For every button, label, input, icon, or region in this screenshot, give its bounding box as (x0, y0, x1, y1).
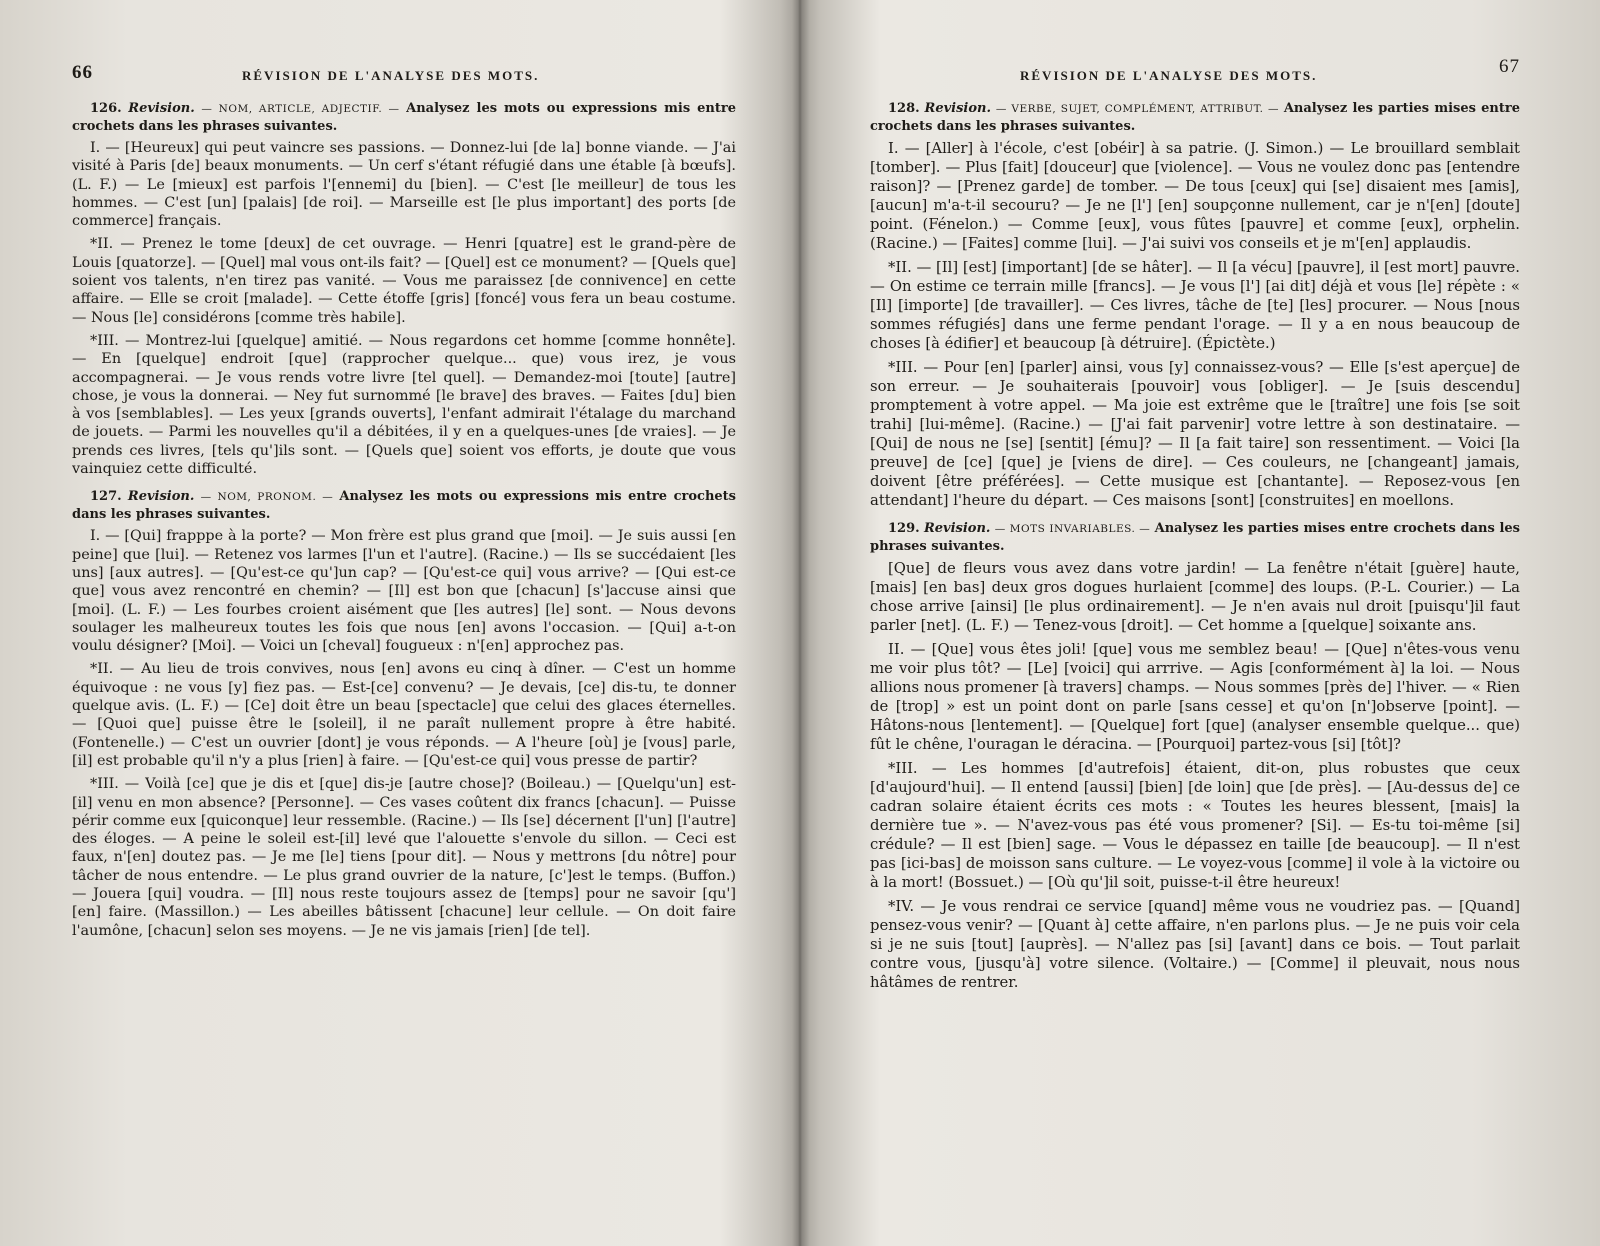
exercise-category: — VERBE, SUJET, COMPLÉMENT, ATTRIBUT. — (995, 103, 1279, 115)
exercise-paragraph: [Que] de fleurs vous avez dans votre jardin! — La fenêtre n'était [guère] haute, [mais] [en bas] deux gros dogues hurlaient [comme] des loups. (P.-L. Courier.) — La chose arrive [ainsi] [le plus ordinairement]. — Je n'en avais nul droit [puisqu']il faut parler [net]. (L. F.) — Tenez-vous [droit]. — Cet homme a [quelque] soixante ans. (870, 560, 1520, 634)
exercise-heading (870, 100, 1520, 135)
exercise-number: 129. (888, 521, 920, 536)
exercise-paragraph: *II. — Prenez le tome [deux] de cet ouvrage. — Henri [quatre] est le grand-père de Louis [quatorze]. — [Quel] mal vous ont-ils fait? — [Quel] est ce monument? — [Quels que] soient vos talents, n'en tirez pas vanité. — Vous me paraissez [de connivence] en cette affaire. — Elle se croit [malade]. — Cette étoffe [gris] [foncé] vous fera un beau costume. — Nous [le] considérons [comme très habile]. (72, 236, 736, 326)
exercise-heading (72, 100, 736, 135)
right-page (870, 0, 1520, 1246)
exercise-category: — MOTS INVARIABLES. — (994, 523, 1151, 535)
exercise-paragraph: *III. — Voilà [ce] que je dis et [que] dis-je [autre chose]? (Boileau.) — [Quelqu'un] est-[il] venu en mon absence? [Personne]. — Ces vases coûtent dix francs [chacun]. — Puisse périr comme eux [quiconque] leur ressemble. (Racine.) — Ils [se] décernent [l'un] [l'autre] des éloges. — A peine le soleil est-[il] levé que l'alouette s'envole du sillon. — Ceci est faux, n'[en] doutez pas. — Je me [le] tiens [pour dit]. — Nous y mettrons [du nôtre] pour tâcher de nous entendre. — Le plus grand ouvrier de la nature, [c']est le temps. (Buffon.) — Jouera [qui] voudra. — [Il] nous reste toujours assez de [temps] pour ne savoir [qu'] [en] faire. (Massillon.) — Les abeilles bâtissent [chacune] leur cellule. — On doit faire l'aumône, [chacun] selon ses moyens. — Je ne vis jamais [rien] [de tel]. (72, 776, 736, 939)
exercise-category: — NOM, PRONOM. — (200, 491, 334, 504)
exercise-paragraph: *III. — Montrez-lui [quelque] amitié. — Nous regardons cet homme [comme honnête]. — En [quelque] endroit [que] (rapprocher quelque... que) vous irez, je vous accompagnerai. — Je vous rends votre livre [tel quel]. — Demandez-moi [toute] [autre] chose, je vous la donnerai. — Ney fut surnommé [le brave] des braves. — Faites [du] bien à vos [semblables]. — Les yeux [grands ouverts], l'enfant admirait l'étalage du marchand de jouets. — Parmi les nouvelles qu'il a débitées, il y en a quelques-unes [de vraies]. — Je prends ces livres, [tels qu']ils sont. — [Quels que] soient vos efforts, je doute que vous vainquiez cette difficulté. (72, 332, 736, 478)
running-head-title: RÉVISION DE L'ANALYSE DES MOTS. (242, 68, 540, 83)
exercise-instruction: Analysez les mots ou expressions mis entre crochets dans les phrases suivantes. (72, 101, 736, 134)
exercise-heading (72, 488, 736, 523)
exercise-paragraph: *III. — Les hommes [d'autrefois] étaient, dit-on, plus robustes que ceux [d'aujourd'hui]. — Il entend [aussi] [bien] [de loin] que [de près]. — [Au-dessus de] ce cadran solaire étaient écrits ces mots : « Toutes les heures blessent, [mais] la dernière tue ». — N'avez-vous pas été vous promener? [Si]. — Es-tu toi-même [si] crédule? — Il est [bien] sage. — Vous le dépassez en taille [de beaucoup]. — Il n'est pas [ici-bas] de moisson sans culture. — Le voyez-vous [comme] il vole à la victoire ou à la mort! (Bossuet.) — [Où qu']il soit, puisse-t-il être heureux! (870, 760, 1520, 891)
exercise-126 (72, 100, 736, 478)
exercise-number: 126. (90, 101, 122, 116)
exercise-paragraph: I. — [Heureux] qui peut vaincre ses passions. — Donnez-lui [de la] bonne viande. — J'ai visité à Paris [de] beaux monuments. — Un cerf s'étant réfugié dans une étable [à bœufs]. (L. F.) — Le [mieux] est parfois l'[ennemi] du [bien]. — C'est [le meilleur] de tous les hommes. — C'est [un] [palais] [de roi]. — Marseille est [le plus important] des ports [de commerce] français. (72, 140, 736, 230)
exercise-paragraph: *III. — Pour [en] [parler] ainsi, vous [y] connaissez-vous? — Elle [s'est aperçue] de son erreur. — Je souhaiterais [pouvoir] vous [obliger]. — Je [suis descendu] promptement à votre appel. — Ma joie est extrême que le [traître] une fois [se soit trahi] [lui-même]. (Racine.) — [J'ai fait parvenir] votre lettre à son destinataire. — [Qui] de nous ne [se] [sentit] [ému]? — Il [a fait taire] son ressentiment. — Voici [la preuve] de [ce] [que] je [viens de dire]. — Ces couleurs, ne [changeant] jamais, doivent [être préférées]. — Cette musique est [chantante]. — Reposez-vous [en attendant] l'heure du départ. — Ces maisons [sont] [construites] en moellons. (870, 359, 1520, 509)
exercise-paragraph: I. — [Qui] frapppe à la porte? — Mon frère est plus grand que [moi]. — Je suis aussi [en peine] que [lui]. — Retenez vos larmes [l'un et l'autre]. (Racine.) — Ils se succédaient [les uns] [aux autres]. — [Qu'est-ce qu']un cap? — [Qu'est-ce qui] vous arrive? — [Qui est-ce que] vous avez rencontré en chemin? — [Il] est bon que [chacun] [s']accuse ainsi que [moi]. (L. F.) — Les fourbes croient aisément que [les autres] [le] sont. — Nous devons soulager les malheureux toutes les fois que nous [en] avons l'occasion. — [Qui] a-t-on voulu désigner? [Moi]. — Voici un [cheval] fougueux : n'[en] approchez pas. (72, 528, 736, 655)
running-head-title: RÉVISION DE L'ANALYSE DES MOTS. (1020, 68, 1318, 83)
exercise-paragraph: *IV. — Je vous rendrai ce service [quand] même vous ne voudriez pas. — [Quand] pensez-vous venir? — [Quant à] cette affaire, n'en parlons plus. — Je ne puis voir cela si je ne suis [tout] [auprès]. — N'allez pas [si] [avant] dans ce bois. — Tout parlait contre vous, [jusqu'à] votre silence. (Voltaire.) — [Comme] il pleuvait, nous nous hâtâmes de rentrer. (870, 898, 1520, 991)
exercise-title: Revision. (128, 101, 195, 116)
right-running-head (870, 56, 1520, 100)
exercise-title: Revision. (127, 489, 195, 505)
page-number: 67 (1499, 56, 1520, 77)
exercise-127 (72, 488, 736, 940)
book-gutter (780, 0, 820, 1246)
exercise-heading (870, 520, 1520, 555)
exercise-instruction: Analysez les parties mises entre crochets dans les phrases suivantes. (870, 521, 1520, 554)
exercise-instruction: Analysez les mots ou expressions mis entre crochets dans les phrases suivantes. (72, 489, 736, 523)
exercise-title: Revision. (924, 101, 991, 116)
exercise-instruction: Analysez les parties mises entre crochets dans les phrases suivantes. (870, 101, 1520, 134)
exercise-category: — NOM, ARTICLE, ADJECTIF. — (201, 103, 400, 115)
exercise-128 (870, 100, 1520, 510)
exercise-paragraph: *II. — [Il] [est] [important] [de se hâter]. — Il [a vécu] [pauvre], il [est mort] pauvre. — On estime ce terrain mille [francs]. — Je vous [l'] [ai dit] déjà et vous [le] répète : « [Il] [importe] [de travailler]. — Ces livres, tâche de [te] [les] procurer. — Nous [nous sommes réfugiés] dans une ferme pendant l'orage. — Il y a en nous beaucoup de choses [à édifier] et beaucoup [à détruire]. (Épictète.) (870, 259, 1520, 352)
left-page (72, 0, 736, 1246)
left-running-head (72, 56, 736, 100)
exercise-paragraph: I. — [Aller] à l'école, c'est [obéir] à sa patrie. (J. Simon.) — Le brouillard semblait [tomber]. — Plus [fait] [douceur] que [violence]. — Vous ne voulez donc pas [entendre raison]? — [Prenez garde] de tomber. — De tous [ceux] qui [se] disaient mes [amis], [aucun] m'a-t-il secouru? — Je ne [l'] [en] soupçonne nullement, car je n'[en] [doute] point. (Fénelon.) — Comme [eux], vous fûtes [pauvre] et comme [eux], orphelin. (Racine.) — [Faites] comme [lui]. — J'ai suivi vos conseils et je m'[en] applaudis. (870, 140, 1520, 252)
exercise-title: Revision. (923, 521, 991, 536)
exercise-129 (870, 520, 1520, 992)
exercise-paragraph: II. — [Que] vous êtes joli! [que] vous me semblez beau! — [Que] n'êtes-vous venu me voir plus tôt? — [Le] [voici] qui arrrive. — Agis [conformément à] la loi. — Nous allions nous promener [à travers] champs. — Nous sommes [près de] l'hiver. — « Rien de [trop] » est un point dont on parle [sans cesse] et qu'on [n']observe [point]. — Hâtons-nous [lentement]. — [Quelque] fort [que] (analyser ensemble quelque... que) fût le chêne, l'ouragan le déracina. — [Pourquoi] partez-vous [si] [tôt]? (870, 641, 1520, 753)
exercise-paragraph: *II. — Au lieu de trois convives, nous [en] avons eu cinq à dîner. — C'est un homme équivoque : ne vous [y] fiez pas. — Est-[ce] convenu? — Je devais, [ce] dis-tu, te donner quelque avis. (L. F.) — [Ce] doit être un beau [spectacle] que celui des glaces éternelles. — [Quoi que] puisse être le [soleil], il ne paraît nullement propre à être habité. (Fontenelle.) — C'est un ouvrier [dont] je vous réponds. — A l'heure [où] je [vous] parle, [il] est probable qu'il n'y a plus [rien] à faire. — [Qu'est-ce qui] vous presse de partir? (72, 661, 736, 769)
page-number: 66 (72, 62, 93, 83)
exercise-number: 128. (888, 101, 920, 116)
exercise-number: 127. (90, 489, 122, 505)
